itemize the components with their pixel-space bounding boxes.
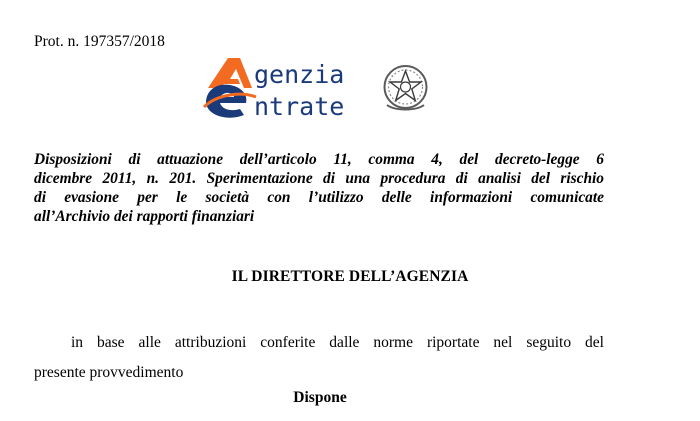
logo-letter-a — [208, 58, 252, 88]
logo-text-genzia: genzia — [254, 60, 345, 89]
subject-line: di evasione per le società con l’utilizzo delle informazioni comunicate — [34, 189, 604, 206]
subject-line: all’Archivio dei rapporti finanziari — [34, 208, 255, 225]
dispone-heading: Dispone — [293, 389, 347, 406]
body-paragraph — [34, 328, 604, 388]
subject-line: Disposizioni di attuazione dell’articolo 11, comma 4, del decreto-legge 6 — [34, 151, 604, 168]
body-line: presente provvedimento — [34, 364, 184, 381]
logo-text-ntrate: ntrate — [254, 92, 345, 121]
section-heading: IL DIRETTORE DELL’AGENZIA — [231, 268, 469, 285]
body-line: in base alle attribuzioni conferite dalle norme riportate nel seguito del — [71, 334, 604, 351]
document-subject — [34, 150, 604, 226]
italian-republic-emblem-icon — [381, 61, 430, 113]
logo-letter-e — [204, 85, 256, 118]
protocol-number: Prot. n. 197357/2018 — [34, 33, 165, 50]
subject-line: dicembre 2011, n. 201. Sperimentazione di una procedura di analisi del rischio — [34, 170, 604, 187]
